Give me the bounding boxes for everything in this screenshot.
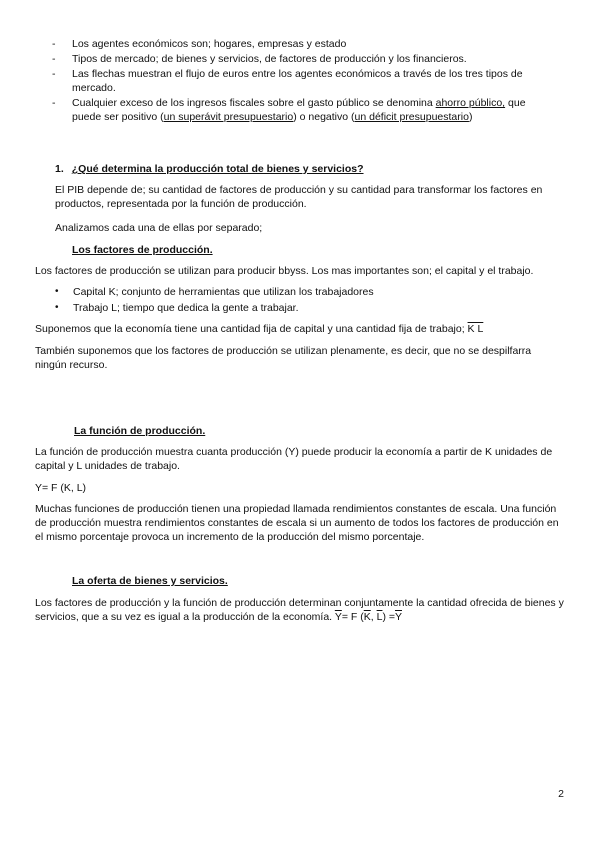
- oferta-heading: La oferta de bienes y servicios.: [72, 575, 228, 587]
- list-item: [52, 37, 552, 51]
- dash-marker: -: [52, 68, 56, 80]
- k-bar-symbol: $\overline{K}$: [363, 611, 371, 623]
- list-item: [55, 301, 374, 315]
- list-item: [52, 67, 552, 95]
- list-item-text: Tipos de mercado; de bienes y servicios, de factores de producción y los financieros.: [72, 53, 467, 65]
- funcion-paragraph: La función de producción muestra cuanta producción (Y) puede producir la economía a partir de K unidades de capital y L unidades de trabajo.: [35, 446, 553, 472]
- list-item-text: ) o negativo (: [293, 111, 355, 123]
- list-item-text: Cualquier exceso de los ingresos fiscales sobre el gasto público se denomina: [72, 97, 436, 109]
- term-ahorro-publico: ahorro público,: [435, 97, 506, 109]
- oferta-paragraph: [35, 596, 565, 624]
- bullet-marker: •: [55, 286, 59, 297]
- term-superavit: un superávit presupuestario: [163, 111, 294, 123]
- bullet-marker: •: [55, 302, 59, 313]
- term-deficit: un déficit presupuestario: [354, 111, 469, 123]
- section-number: 1.: [55, 163, 64, 175]
- page-number: 2: [558, 788, 564, 800]
- list-item: [55, 285, 374, 299]
- factores-paragraph: También suponemos que los factores de producción se utilizan plenamente, es decir, que no se despilfarra ningún recurso.: [35, 345, 532, 371]
- formula-text: ,: [370, 611, 377, 623]
- dash-marker: -: [52, 38, 56, 50]
- y-bar-symbol: $\overline{Y}$: [394, 611, 402, 623]
- factores-bullet-list: [55, 285, 374, 317]
- production-function-formula: Y= F (K, L): [35, 482, 87, 494]
- list-item: [52, 96, 552, 124]
- factores-heading: Los factores de producción.: [72, 244, 213, 256]
- funcion-heading: La función de producción.: [74, 425, 206, 437]
- list-item-text: Las flechas muestran el flujo de euros entre los agentes económicos a través de los tres tipos de mercado.: [72, 68, 523, 94]
- section-1-paragraph: Analizamos cada una de ellas por separado;: [55, 222, 263, 234]
- fixed-factors-symbols: K L: [467, 323, 484, 335]
- formula-text: ) =: [382, 611, 395, 623]
- list-item-text: ): [468, 111, 473, 123]
- funcion-paragraph: Muchas funciones de producción tienen una propiedad llamada rendimientos constantes de escala. Una función de producción muestra rendimientos constantes de escala si un aumento de todos los factores de producción en el mismo porcentaje provoca un incremento de la producción del mismo porcentaje.: [35, 503, 559, 543]
- factores-paragraph: Los factores de producción se utilizan para producir bbyss. Los mas importantes son; el capital y el trabajo.: [35, 265, 534, 277]
- dash-marker: -: [52, 53, 56, 65]
- list-item-text: Capital K; conjunto de herramientas que utilizan los trabajadores: [73, 286, 374, 298]
- l-bar-symbol: $\overline{L}$: [376, 611, 383, 623]
- list-item: [52, 52, 552, 66]
- y-bar-symbol: $\overline{Y}$: [334, 611, 342, 623]
- section-1-paragraph: El PIB depende de; su cantidad de factores de producción y su cantidad para transformar los factores en productos, representada por la función de producción.: [55, 184, 543, 210]
- section-title: ¿Qué determina la producción total de bienes y servicios?: [71, 163, 364, 175]
- dash-marker: -: [52, 97, 56, 109]
- paragraph-text: Los factores de producción y la función de producción determinan conjuntamente la cantidad ofrecida de bienes y servicios, que a su vez es igual a la producción de la economía.: [35, 597, 564, 623]
- list-item-text: Los agentes económicos son; hogares, empresas y estado: [72, 38, 347, 50]
- intro-dash-list: [52, 37, 552, 125]
- formula-text: = F (: [341, 611, 364, 623]
- paragraph-text: Suponemos que la economía tiene una cantidad fija de capital y una cantidad fija de trabajo;: [35, 323, 468, 335]
- section-1-heading: [55, 162, 364, 176]
- factores-paragraph: [35, 322, 565, 336]
- list-item-text: que puede ser positivo (: [72, 97, 526, 123]
- list-item-text: Trabajo L; tiempo que dedica la gente a trabajar.: [73, 302, 299, 314]
